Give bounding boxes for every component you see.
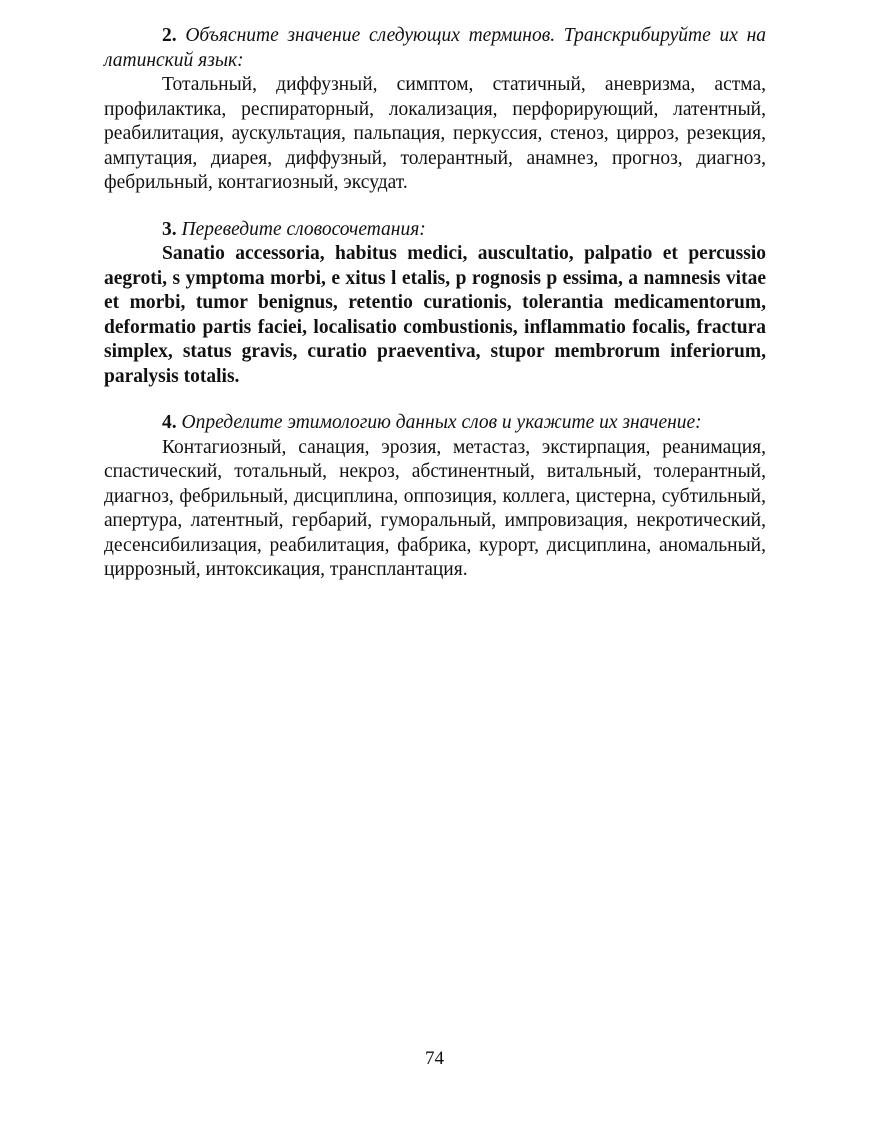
- exercise-3: [104, 218, 766, 390]
- exercise-2-instruction: Объясните значение следующих терминов. Транскрибируйте их на латинский язык:: [104, 25, 766, 71]
- exercise-3-instruction: Переведите словосочетания:: [181, 218, 426, 240]
- exercise-4-heading: [104, 411, 766, 436]
- exercise-4-words: Контагиозный, санация, эрозия, метастаз, экстирпация, реанимация, спастический, тотальный, некроз, абстинентный, витальный, толерантный, диагноз, фебрильный, дисциплина, оппозиция, коллега, цистерна, субтильный, апертура, латентный, гербарий, гуморальный, импровизация, некротический, десенсибилизация, реабилитация, фабрика, курорт, дисциплина, аномальный, циррозный, интоксикация, трансплантация.: [104, 436, 766, 580]
- exercise-4-number: 4.: [162, 412, 177, 433]
- page-content: [104, 24, 766, 583]
- exercise-3-number: 3.: [162, 218, 177, 240]
- exercise-3-heading: [104, 218, 766, 243]
- exercise-2-heading: [104, 24, 766, 73]
- exercise-2-number: 2.: [162, 25, 177, 46]
- exercise-2-terms: Тотальный, диффузный, симптом, статичный, аневризма, астма, профилактика, респираторный, локализация, перфорирующий, латентный, реабилитация, аускультация, пальпация, перкуссия, стеноз, цирроз, резекция, ампутация, диарея, диффузный, толерантный, анамнез, прогноз, диагноз, фебрильный, контагиозный, эксудат.: [104, 74, 766, 193]
- exercise-3-phrases: Sanatio accessoria, habitus medici, auscultatio, palpatio et percussio aegroti, s ymptoma morbi, e xitus l etalis, p rognosis p essima, a namnesis vitae et morbi, tumor benignus, retentio curationis, tolerantia medicamentorum, deformatio partis faciei, localisatio combustionis, inflammatio focalis, fractura simplex, status gravis, curatio praeventiva, stupor membrorum inferiorum, paralysis totalis.: [104, 243, 766, 387]
- exercise-4-instruction: Определите этимологию данных слов и укажите их значение:: [181, 412, 702, 433]
- exercise-2: [104, 24, 766, 196]
- page-number: 74: [425, 1048, 444, 1069]
- exercise-4: [104, 411, 766, 583]
